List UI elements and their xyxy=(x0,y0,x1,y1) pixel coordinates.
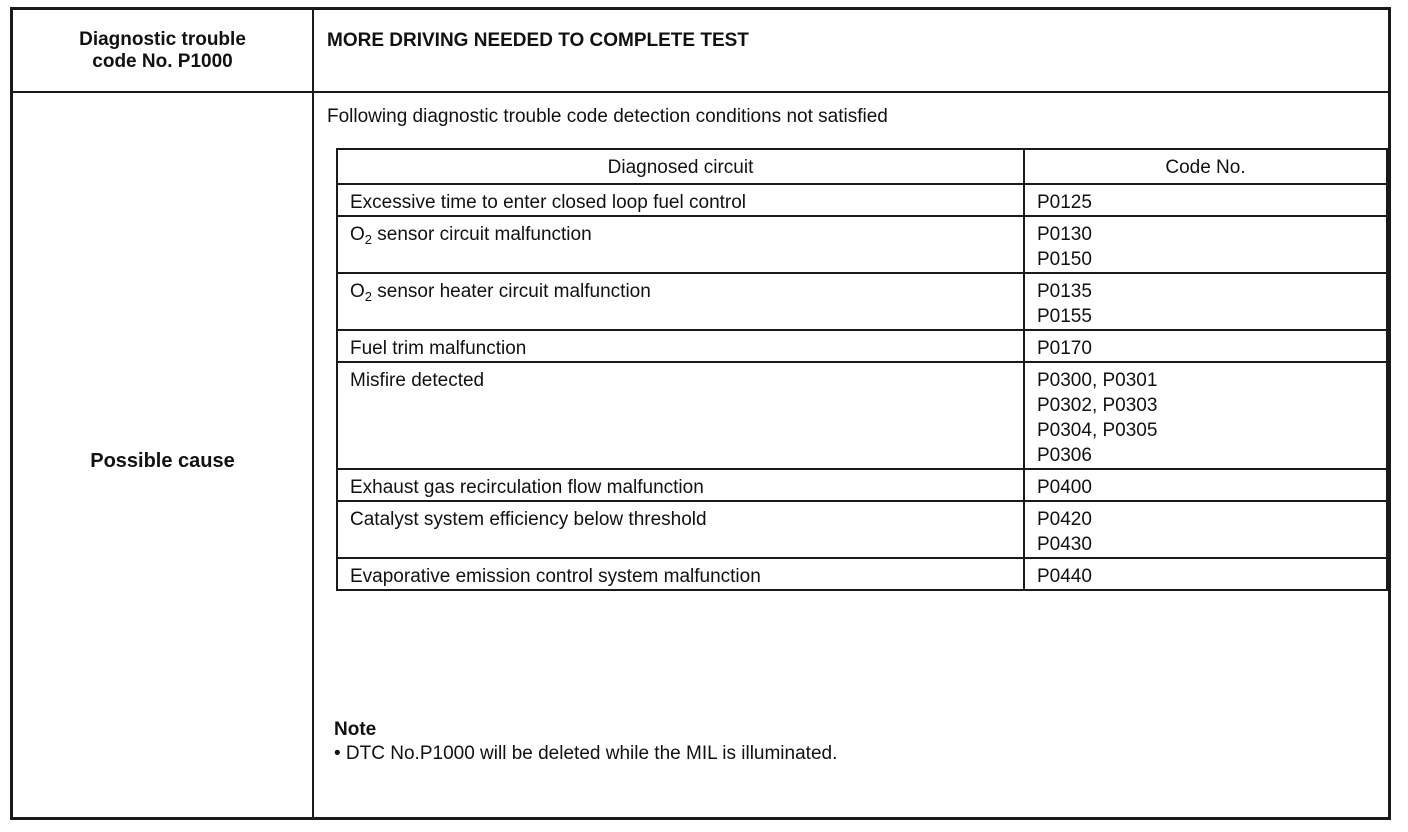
code-number: P0440 xyxy=(1037,566,1092,587)
possible-cause-label: Possible cause xyxy=(90,450,235,472)
circuit-prefix: O xyxy=(350,281,365,302)
note-text: • DTC No.P1000 will be deleted while the MIL is illuminated. xyxy=(334,743,838,764)
circuit-subscript: 2 xyxy=(364,232,373,247)
intro-text: Following diagnostic trouble code detection conditions not satisfied xyxy=(327,106,888,127)
code-number: P0170 xyxy=(1037,338,1092,359)
code-number-cell xyxy=(1024,469,1387,501)
diagnosed-circuit-cell: Evaporative emission control system malfunction xyxy=(337,558,1024,590)
page-title: MORE DRIVING NEEDED TO COMPLETE TEST xyxy=(327,30,749,51)
code-number-cell xyxy=(1024,273,1387,330)
dtc-label-line1: Diagnostic trouble xyxy=(79,28,246,50)
code-number-cell xyxy=(1024,216,1387,273)
header-diagnosed-circuit: Diagnosed circuit xyxy=(337,149,1024,184)
code-number-cell xyxy=(1024,558,1387,590)
code-number-cell xyxy=(1024,184,1387,216)
table-row xyxy=(337,558,1387,590)
code-number: P0125 xyxy=(1037,192,1092,213)
header-code-no: Code No. xyxy=(1024,149,1387,184)
code-number: P0400 xyxy=(1037,477,1092,498)
table-row xyxy=(337,216,1387,273)
code-number-cell xyxy=(1024,501,1387,558)
note-title: Note xyxy=(334,719,377,740)
code-number: P0300, P0301 xyxy=(1037,370,1158,391)
diagnosed-circuit-cell: Catalyst system efficiency below threshold xyxy=(337,501,1024,558)
code-number: P0135 xyxy=(1037,281,1092,302)
trouble-code-table xyxy=(336,148,1388,591)
table-row xyxy=(337,330,1387,362)
column-divider xyxy=(312,10,314,817)
diagnosed-circuit-cell: Misfire detected xyxy=(337,362,1024,469)
table-row xyxy=(337,501,1387,558)
circuit-prefix: O xyxy=(350,224,365,245)
table-body xyxy=(337,184,1387,590)
table-row xyxy=(337,362,1387,469)
code-number-cell xyxy=(1024,330,1387,362)
dtc-label-line2: code No. P1000 xyxy=(92,50,233,72)
code-number: P0155 xyxy=(1037,306,1092,327)
table-row xyxy=(337,184,1387,216)
dtc-number-label xyxy=(13,10,312,91)
diagnosed-circuit-cell xyxy=(337,216,1024,273)
code-number: P0430 xyxy=(1037,534,1092,555)
table-row xyxy=(337,469,1387,501)
table-header-row xyxy=(337,149,1387,184)
code-number: P0130 xyxy=(1037,224,1092,245)
code-number: P0420 xyxy=(1037,509,1092,530)
circuit-suffix: sensor circuit malfunction xyxy=(372,224,592,245)
code-number: P0304, P0305 xyxy=(1037,420,1158,441)
code-number-cell xyxy=(1024,362,1387,469)
code-number: P0150 xyxy=(1037,249,1092,270)
code-number: P0302, P0303 xyxy=(1037,395,1158,416)
code-number: P0306 xyxy=(1037,445,1092,466)
table-row xyxy=(337,273,1387,330)
row-divider xyxy=(13,91,1388,93)
diagnosed-circuit-cell: Exhaust gas recirculation flow malfunction xyxy=(337,469,1024,501)
dtc-document-frame xyxy=(10,7,1391,820)
circuit-suffix: sensor heater circuit malfunction xyxy=(372,281,651,302)
diagnosed-circuit-cell: Excessive time to enter closed loop fuel control xyxy=(337,184,1024,216)
circuit-subscript: 2 xyxy=(364,289,373,304)
diagnosed-circuit-cell: Fuel trim malfunction xyxy=(337,330,1024,362)
note-block xyxy=(334,718,837,766)
diagnosed-circuit-cell xyxy=(337,273,1024,330)
